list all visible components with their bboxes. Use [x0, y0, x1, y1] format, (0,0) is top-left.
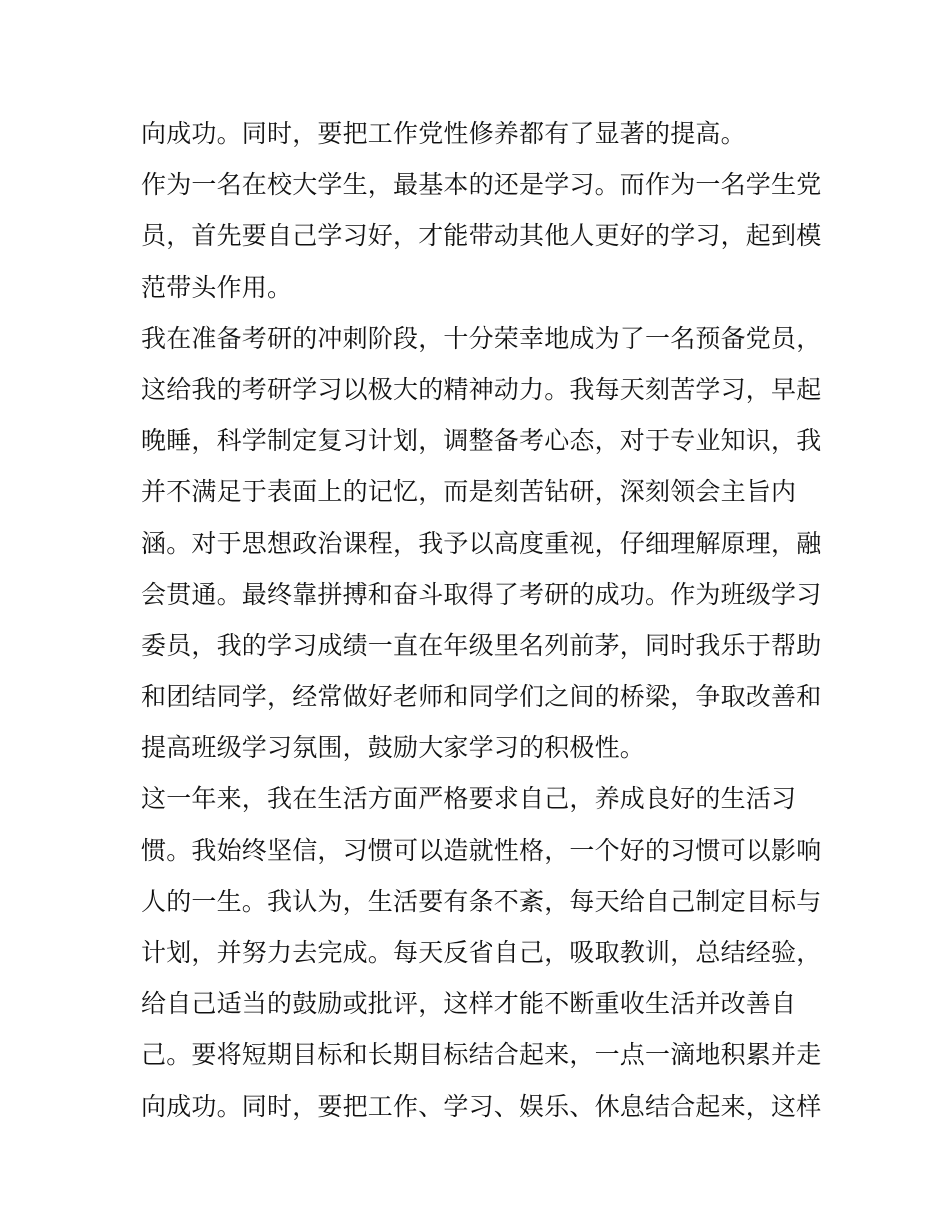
text-line: 员，首先要自己学习好，才能带动其他人更好的学习，起到模: [141, 221, 822, 251]
text-line: 晚睡，科学制定复习计划，调整备考心态，对于专业知识，我: [141, 426, 822, 456]
text-line: 计划，并努力去完成。每天反省自己，吸取教训，总结经验，: [141, 938, 822, 967]
text-line: 并不满足于表面上的记忆，而是刻苦钻研，深刻领会主旨内: [141, 477, 797, 507]
text-line: 这给我的考研学习以极大的精神动力。我每天刻苦学习，早起: [141, 374, 822, 404]
text-line: 惯。我始终坚信，习惯可以造就性格，一个好的习惯可以影响: [141, 835, 822, 865]
text-line: 会贯通。最终靠拼搏和奋斗取得了考研的成功。作为班级学习: [141, 579, 822, 609]
text-line: 己。要将短期目标和长期目标结合起来，一点一滴地积累并走: [141, 1040, 822, 1070]
text-line: 这一年来，我在生活方面严格要求自己，养成良好的生活习: [141, 784, 797, 814]
text-line: 向成功。同时，要把工作党性修养都有了显著的提高。: [141, 119, 746, 148]
text-line: 和团结同学，经常做好老师和同学们之间的桥梁，争取改善和: [141, 682, 822, 712]
text-line: 涵。对于思想政治课程，我予以高度重视，仔细理解原理，融: [141, 528, 822, 558]
text-line: 向成功。同时，要把工作、学习、娱乐、休息结合起来，这样: [141, 1091, 822, 1121]
text-line: 人的一生。我认为，生活要有条不紊，每天给自己制定目标与: [141, 886, 822, 916]
text-line: 提高班级学习氛围，鼓励大家学习的积极性。: [141, 733, 646, 763]
text-line: 我在准备考研的冲刺阶段，十分荣幸地成为了一名预备党员，: [141, 323, 822, 353]
text-line: 作为一名在校大学生，最基本的还是学习。而作为一名学生党: [141, 170, 822, 200]
text-line: 给自己适当的鼓励或批评，这样才能不断重收生活并改善自: [141, 989, 797, 1019]
body-text: [141, 108, 821, 1132]
text-line: 委员，我的学习成绩一直在年级里名列前茅，同时我乐于帮助: [141, 630, 822, 660]
text-line: 范带头作用。: [141, 272, 293, 302]
